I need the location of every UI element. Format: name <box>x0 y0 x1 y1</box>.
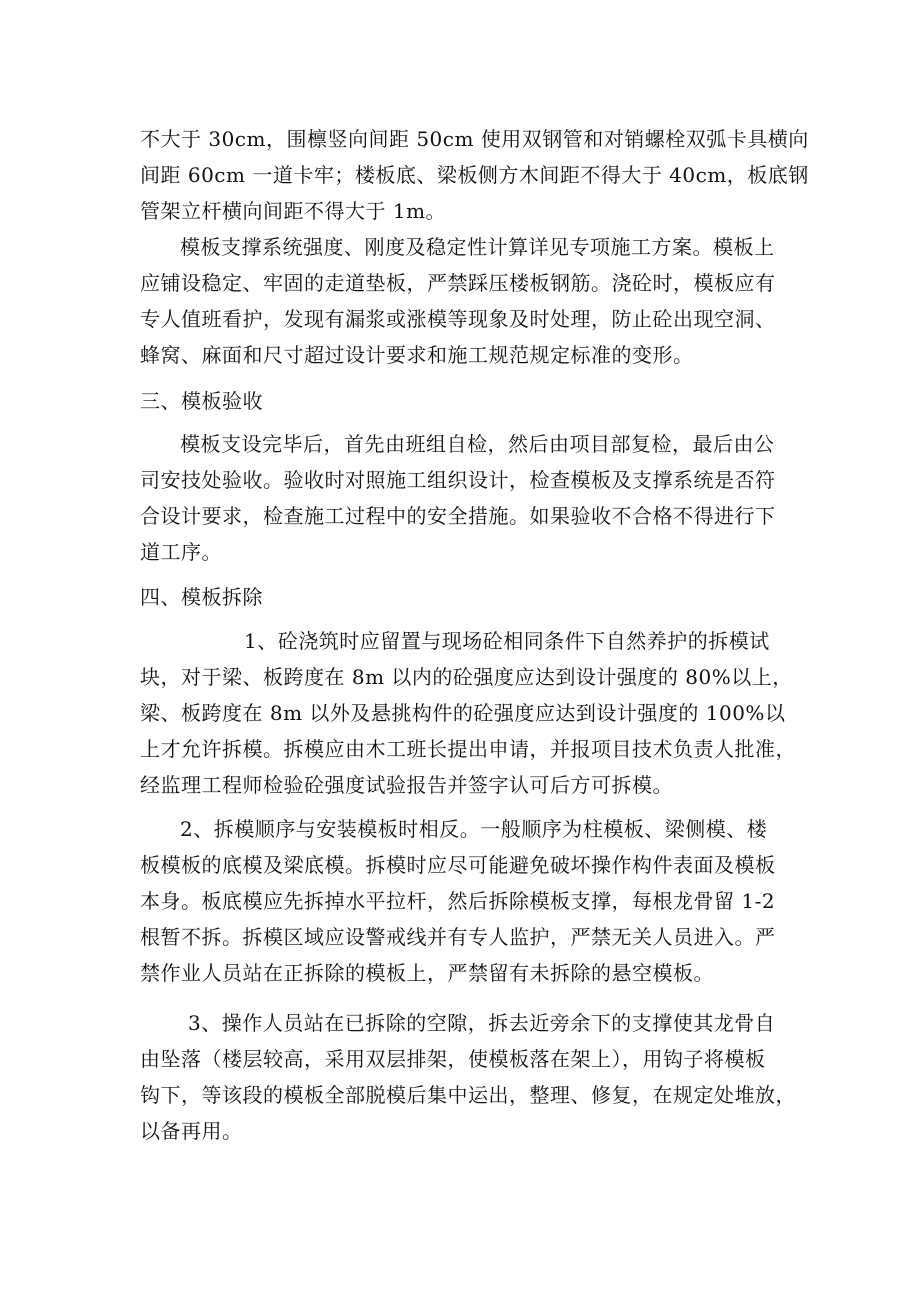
text-line: 块，对于梁、板跨度在 8m 以内的砼强度应达到设计强度的 80%以上， <box>140 665 793 689</box>
text-line: 上才允许拆模。拆模应由木工班长提出申请，并报项目技术负责人批准， <box>140 737 796 761</box>
text-line: 本身。板底模应先拆掉水平拉杆，然后拆除模板支撑，每根龙骨留 1-2 <box>140 889 776 913</box>
text-line: 管架立杆横向间距不得大于 1m。 <box>140 199 447 223</box>
text-line: 蜂窝、麻面和尺寸超过设计要求和施工规范规定标准的变形。 <box>140 343 694 367</box>
text-line: 经监理工程师检验砼强度试验报告并签字认可后方可拆模。 <box>140 773 673 797</box>
text-line: 道工序。 <box>140 540 222 564</box>
text-line: 模板支设完毕后，首先由班组自检，然后由项目部复检，最后由公 <box>180 432 775 456</box>
text-line: 不大于 30cm，围檩竖向间距 50cm 使用双钢管和对销螺栓双弧卡具横向 <box>140 127 809 151</box>
text-line: 由坠落（楼层较高，采用双层排架，使模板落在架上），用钩子将模板 <box>140 1047 766 1071</box>
text-line: 应铺设稳定、牢固的走道垫板，严禁踩压楼板钢筋。浇砼时，模板应有 <box>140 271 776 295</box>
text-line: 根暂不拆。拆模区域应设警戒线并有专人监护，严禁无关人员进入。严 <box>140 925 776 949</box>
text-line: 2、拆模顺序与安装模板时相反。一般顺序为柱模板、梁侧模、楼 <box>180 817 768 841</box>
text-line: 3、操作人员站在已拆除的空隙，拆去近旁余下的支撑使其龙骨自 <box>188 1011 776 1035</box>
text-line: 间距 60cm 一道卡牢；楼板底、梁板侧方木间距不得大于 40cm，板底钢 <box>140 163 809 187</box>
text-line: 禁作业人员站在正拆除的模板上，严禁留有未拆除的悬空模板。 <box>140 961 714 985</box>
text-line: 1、砼浇筑时应留置与现场砼相同条件下自然养护的拆模试 <box>244 629 770 653</box>
text-line: 板模板的底模及梁底模。拆模时应尽可能避免破坏操作构件表面及模板 <box>140 853 776 877</box>
section-heading-acceptance: 三、模板验收 <box>140 389 263 413</box>
text-line: 司安技处验收。验收时对照施工组织设计，检查模板及支撑系统是否符 <box>140 468 776 492</box>
text-line: 模板支撑系统强度、刚度及稳定性计算详见专项施工方案。模板上 <box>180 235 775 259</box>
text-line: 合设计要求，检查施工过程中的安全措施。如果验收不合格不得进行下 <box>140 504 776 528</box>
text-line: 钩下，等该段的模板全部脱模后集中运出，整理、修复，在规定处堆放， <box>140 1083 796 1107</box>
text-line: 以备再用。 <box>140 1119 243 1143</box>
section-heading-removal: 四、模板拆除 <box>140 585 263 609</box>
text-line: 梁、板跨度在 8m 以外及悬挑构件的砼强度应达到设计强度的 100%以 <box>140 701 786 725</box>
text-line: 专人值班看护，发现有漏浆或涨模等现象及时处理，防止砼出现空洞、 <box>140 307 776 331</box>
